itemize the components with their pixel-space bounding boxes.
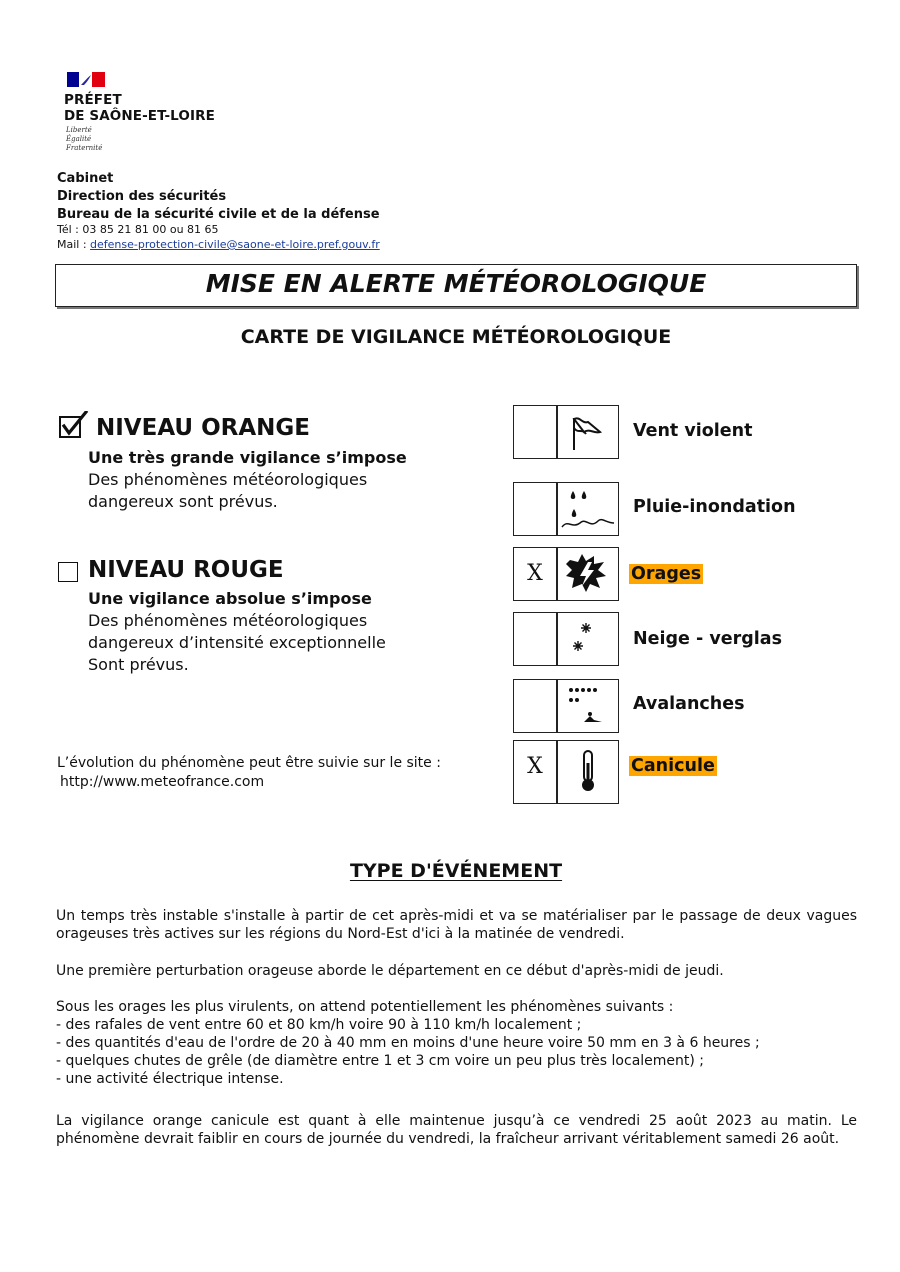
phenomenon-label-avalanches: Avalanches xyxy=(633,694,745,714)
icon-cell-canicule xyxy=(557,740,619,804)
mark-cell-neige xyxy=(513,612,557,666)
level-red-text xyxy=(88,588,386,676)
event-bullet-3: - quelques chutes de grêle (de diamètre entre 1 et 3 cm voire un peu plus très localement) ; xyxy=(56,1053,705,1069)
event-bullet-4: - une activité électrique intense. xyxy=(56,1071,284,1087)
motto-liberte: Liberté xyxy=(66,126,92,134)
phenomenon-label-vent: Vent violent xyxy=(633,421,753,441)
mark-cell-pluie xyxy=(513,482,557,536)
page-subtitle: CARTE DE VIGILANCE MÉTÉOROLOGIQUE xyxy=(240,326,672,348)
event-bullet-1: - des rafales de vent entre 60 et 80 km/h voire 90 à 110 km/h localement ; xyxy=(56,1017,582,1033)
service-line-3: Bureau de la sécurité civile et de la défense xyxy=(57,207,380,222)
motto-fraternite: Fraternité xyxy=(66,144,103,152)
mark-cell-vent xyxy=(513,405,557,459)
page-title: MISE EN ALERTE MÉTÉOROLOGIQUE xyxy=(205,269,707,298)
thunderstorm-icon xyxy=(558,548,618,600)
event-paragraph-4: La vigilance orange canicule est quant à elle maintenue jusqu’à ce vendredi 25 août 2023 au matin. Le phénomène devrait faiblir en cours de journée du vendredi, la fraîcheur arrivant véritablement samedi 26 août. xyxy=(56,1113,857,1147)
level-orange-strong: Une très grande vigilance s’impose xyxy=(88,448,407,467)
republic-flag-icon xyxy=(67,72,105,87)
icon-cell-avalanches xyxy=(557,679,619,733)
mark-cell-avalanches xyxy=(513,679,557,733)
mail-link[interactable]: defense-protection-civile@saone-et-loire.pref.gouv.fr xyxy=(90,238,380,251)
contact-block xyxy=(57,222,380,252)
service-block xyxy=(57,170,380,224)
avalanche-icon xyxy=(558,680,618,732)
phenomenon-label-neige: Neige - verglas xyxy=(633,629,783,649)
phone-number: Tél : 03 85 21 81 00 ou 81 65 xyxy=(57,223,219,236)
level-orange-name: NIVEAU ORANGE xyxy=(96,415,310,441)
event-heading-text: TYPE D'ÉVÉNEMENT xyxy=(349,860,563,882)
icon-cell-neige xyxy=(557,612,619,666)
level-red-desc-3: Sont prévus. xyxy=(88,655,189,674)
event-bullet-2: - des quantités d'eau de l'ordre de 20 à 40 mm en moins d'une heure voire 50 mm en 3 à 6 heures ; xyxy=(56,1035,760,1051)
level-red-desc-2: dangereux d’intensité exceptionnelle xyxy=(88,633,386,652)
site-note xyxy=(57,754,441,792)
highlighted-label-canicule: Canicule xyxy=(631,756,715,776)
brand-line-1: PRÉFET xyxy=(64,92,122,108)
icon-cell-vent xyxy=(557,405,619,459)
icon-cell-pluie xyxy=(557,482,619,536)
level-red-name: NIVEAU ROUGE xyxy=(88,557,284,583)
wind-flag-icon xyxy=(558,406,618,458)
level-orange-desc-1: Des phénomènes météorologiques xyxy=(88,470,368,489)
meteofrance-link[interactable]: http://www.meteofrance.com xyxy=(60,774,265,790)
brand-line-2: DE SAÔNE-ET-LOIRE xyxy=(64,108,215,124)
level-red-desc-1: Des phénomènes météorologiques xyxy=(88,611,368,630)
rain-flood-icon xyxy=(558,483,618,535)
mail-line xyxy=(57,237,380,252)
site-note-text: L’évolution du phénomène peut être suivie sur le site : xyxy=(57,755,441,771)
phenomenon-label-orages xyxy=(629,564,703,584)
phenomenon-label-pluie: Pluie-inondation xyxy=(633,497,796,517)
event-heading xyxy=(0,860,900,882)
title-box xyxy=(55,264,857,307)
mark-cell-orages: X xyxy=(513,547,557,601)
event-list-intro: Sous les orages les plus virulents, on attend potentiellement les phénomènes suivants : xyxy=(56,999,674,1015)
phenomenon-label-canicule xyxy=(629,756,717,776)
event-paragraph-2: Une première perturbation orageuse aborde le département en ce début d'après-midi de jeudi. xyxy=(56,963,724,979)
level-orange-text xyxy=(88,447,407,513)
level-red-strong: Une vigilance absolue s’impose xyxy=(88,589,372,608)
highlighted-label-orages: Orages xyxy=(631,564,702,584)
thermometer-icon xyxy=(558,741,618,803)
republic-motto xyxy=(66,126,102,153)
icon-cell-orages xyxy=(557,547,619,601)
motto-egalite: Égalité xyxy=(66,135,92,143)
prefecture-brand xyxy=(64,92,215,124)
event-phenomena-list xyxy=(56,998,857,1088)
snow-ice-icon xyxy=(558,613,618,665)
level-orange-desc-2: dangereux sont prévus. xyxy=(88,492,278,511)
checked-checkbox-icon xyxy=(59,411,89,439)
mail-label: Mail : xyxy=(57,238,91,251)
event-paragraph-1: Un temps très instable s'installe à partir de cet après-midi et va se matérialiser par le passage de deux vagues orageuses très actives sur les régions du Nord-Est d'ici à la matinée de vendredi. xyxy=(56,908,857,942)
service-line-1: Cabinet xyxy=(57,171,114,186)
mark-cell-canicule: X xyxy=(513,740,557,804)
service-line-2: Direction des sécurités xyxy=(57,189,227,204)
unchecked-checkbox-icon xyxy=(58,562,78,582)
